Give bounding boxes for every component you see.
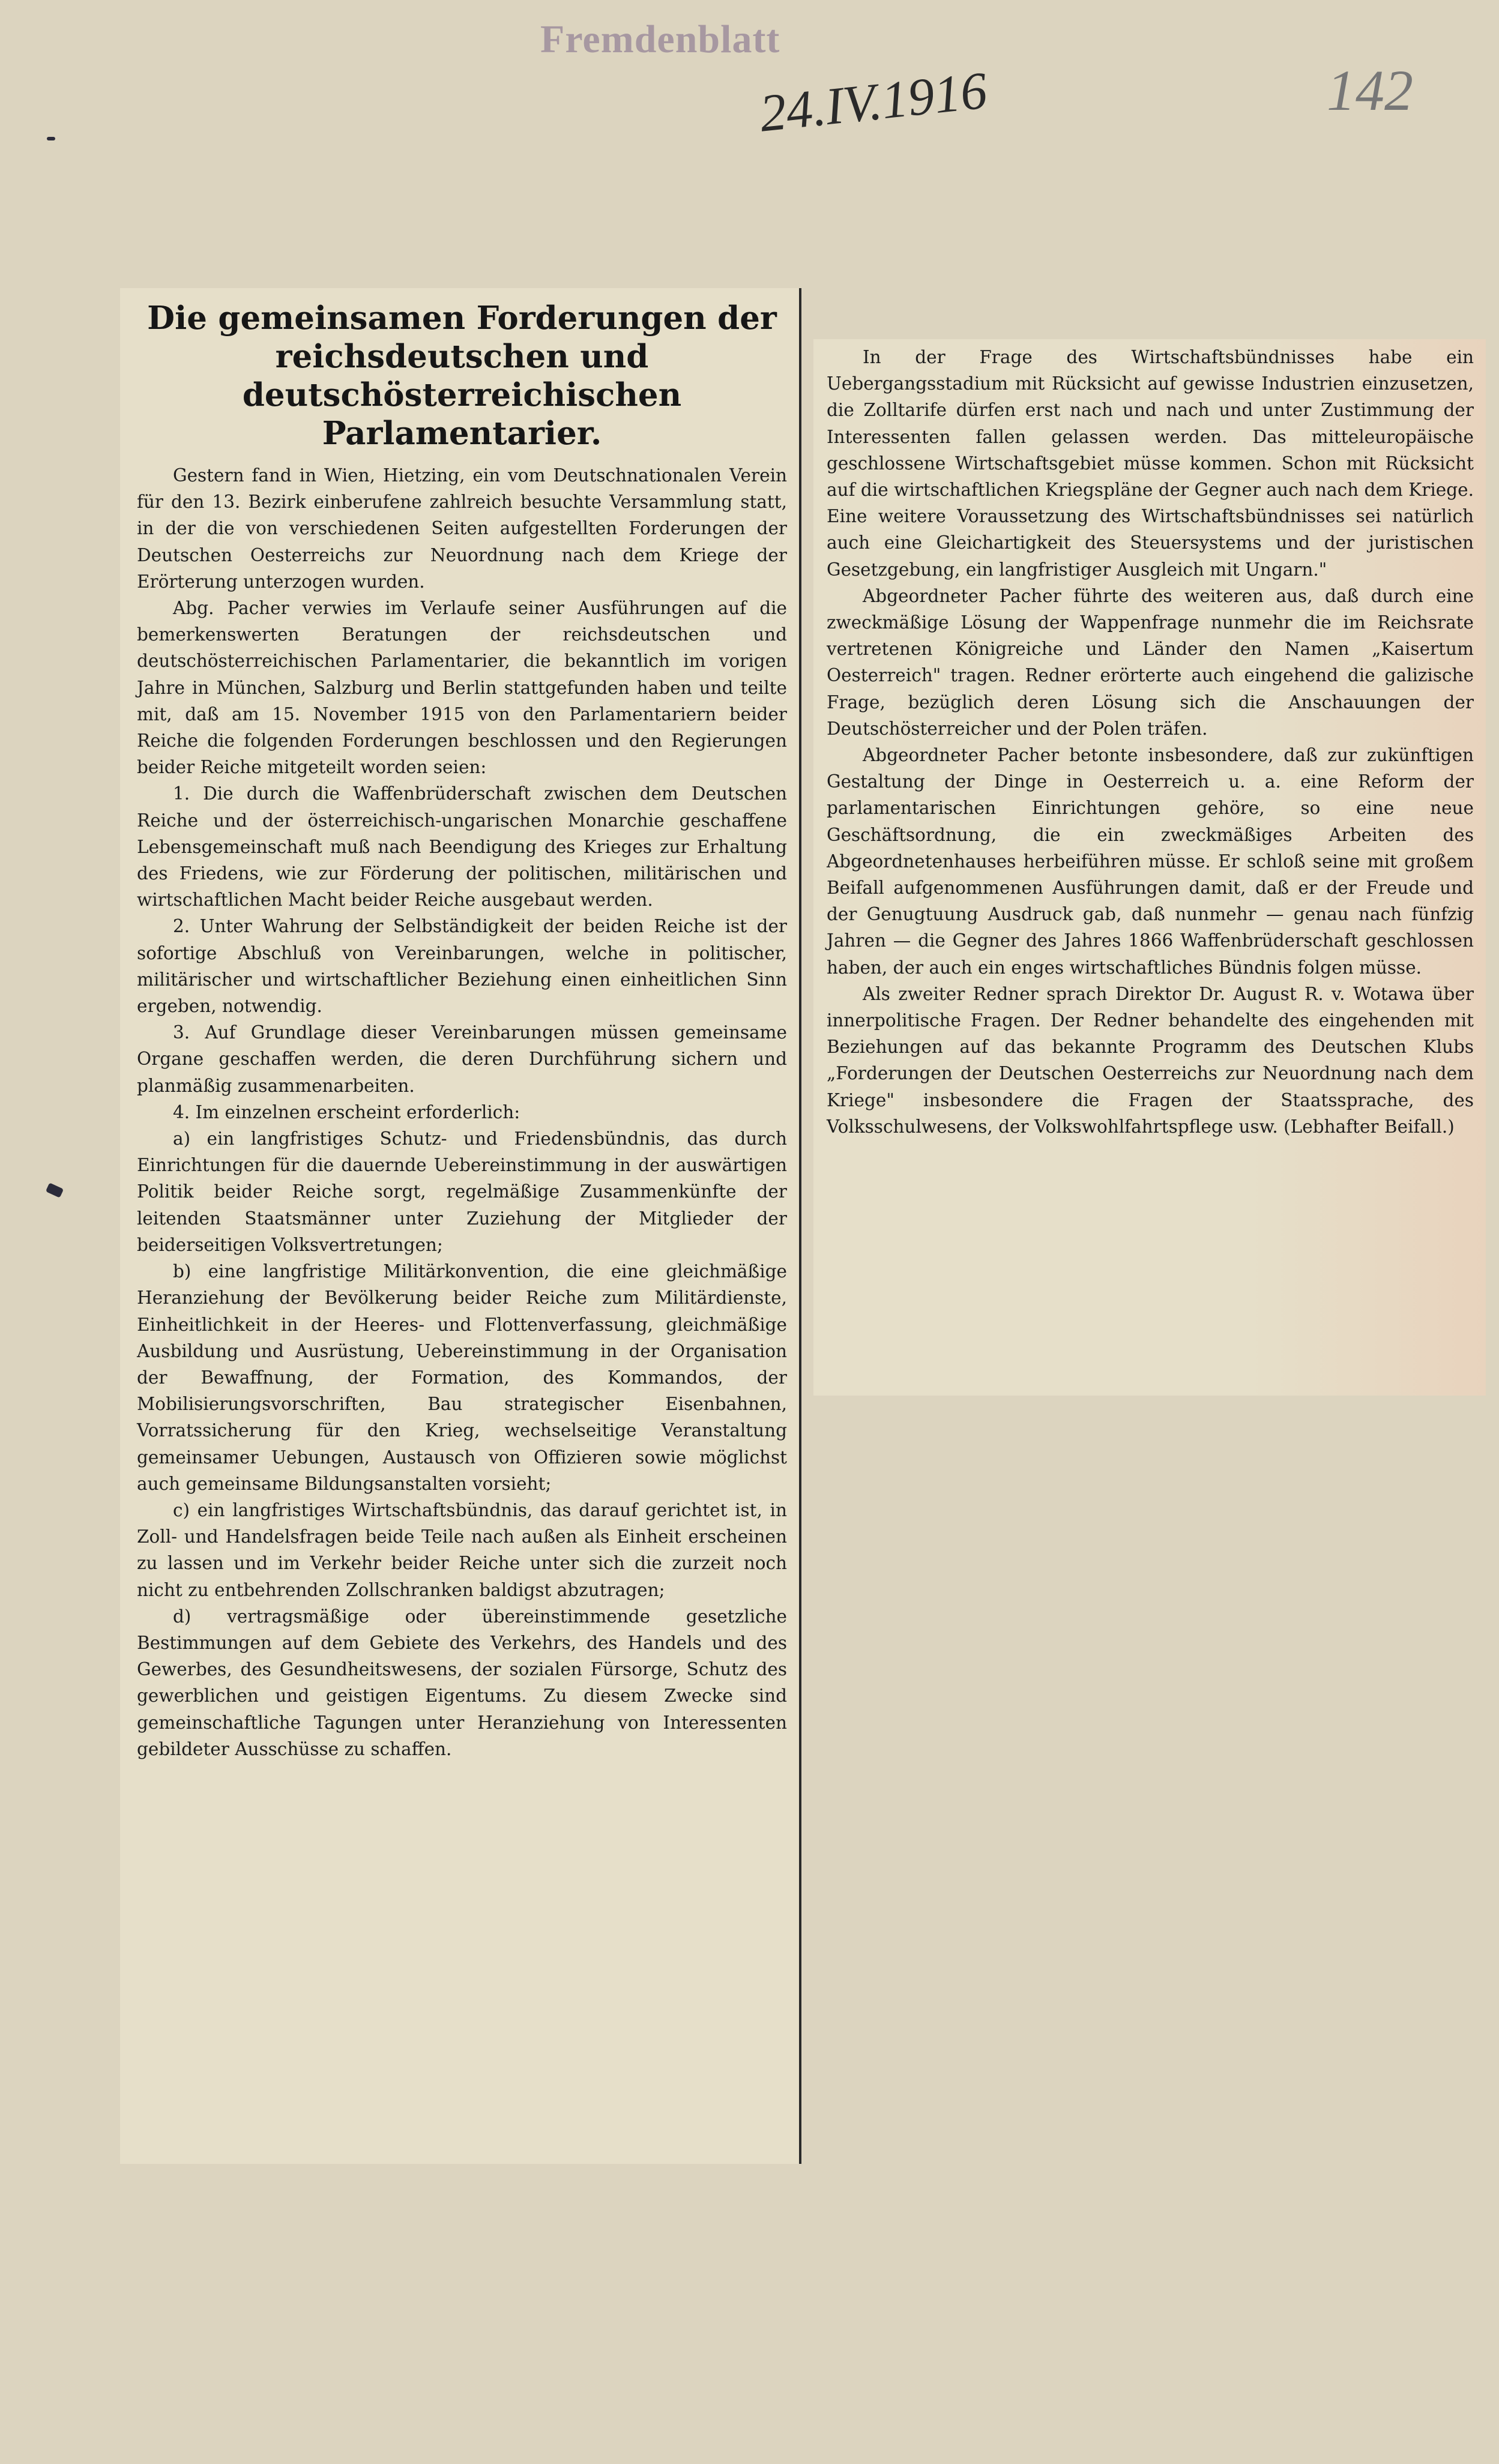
- demand-item: 3. Auf Grundlage dieser Vereinbarungen müssen gemeinsame Organe geschaffen werden, die deren Durchführung sichern und planmäßig zusammenarbeiten.: [137, 1022, 787, 1096]
- article-clipping-column-1: [120, 288, 801, 2164]
- handwritten-date: 24.IV.1916: [756, 61, 990, 143]
- article-paragraph: Abg. Pacher verwies im Verlaufe seiner Ausführungen auf die bemerkenswerten Beratungen der reichsdeutschen und deutschösterreichischen Parlamentarier, die bekanntlich im vorigen Jahre in München, Salzburg und Berlin stattgefunden haben und teilte mit, daß am 15. November 1915 von den Parlamentariern beider Reiche die folgenden Forderungen beschlossen und den Regierungen beider Reiche mitgeteilt worden seien:: [137, 598, 787, 778]
- left-edge-mark-top: [47, 137, 55, 140]
- article-clipping-column-2: [813, 339, 1486, 1396]
- article-paragraph: Abgeordneter Pacher führte des weiteren aus, daß durch eine zweckmäßige Lösung der Wappenfrage nunmehr die im Reichsrate vertretenen Königreiche und Länder den Namen „Kaisertum Oesterreich" tragen. Redner erörterte auch eingehend die galizische Frage, bezüglich deren Lösung sich die Anschauungen der Deutschösterreicher und der Polen träfen.: [827, 585, 1474, 739]
- article-headline: Die gemeinsamen Forderungen der reichsdeutschen und deutschösterreichischen Parlamentarier.: [147, 300, 777, 452]
- folio-number: 142: [1327, 58, 1413, 122]
- demand-subitem: a) ein langfristiges Schutz- und Friedensbündnis, das durch Einrichtungen für die dauernde Uebereinstimmung in der auswärtigen Politik beider Reiche sorgt, regelmäßige Zusammenkünfte der leitenden Staatsmänner unter Zuziehung der Mitglieder der beiderseitigen Volksvertretungen;: [137, 1128, 787, 1255]
- article-paragraph: Abgeordneter Pacher betonte insbesondere, daß zur zukünftigen Gestaltung der Dinge in Oesterreich u. a. eine Reform der parlamentarischen Einrichtungen gehöre, so eine neue Geschäftsordnung, die ein zweckmäßiges Arbeiten des Abgeordnetenhauses herbeiführen müsse. Er schloß seine mit großem Beifall aufgenommenen Ausführungen damit, daß er der Freude und der Genugtuung Ausdruck gab, daß nunmehr — genau nach fünfzig Jahren — die Gegner des Jahres 1866 Waffenbrüderschaft geschlossen haben, der auch ein enges wirtschaftliches Bündnis folgen müsse.: [827, 745, 1474, 978]
- demand-item: 1. Die durch die Waffenbrüderschaft zwischen dem Deutschen Reiche und der österreichisch-ungarischen Monarchie geschaffene Lebensgemeinschaft muß nach Beendigung des Krieges zur Erhaltung des Friedens, wie zur Förderung der politischen, militärischen und wirtschaftlichen Macht beider Reiche ausgebaut werden.: [137, 783, 787, 911]
- demand-subitem: c) ein langfristiges Wirtschaftsbündnis, das darauf gerichtet ist, in Zoll- und Handelsfragen beide Teile nach außen als Einheit erscheinen zu lassen und im Verkehr beider Reiche unter sich die zurzeit noch nicht zu entbehrenden Zollschranken baldigst abzutragen;: [137, 1499, 787, 1600]
- newspaper-stamp: Fremdenblatt: [540, 17, 780, 61]
- demand-subitem: d) vertragsmäßige oder übereinstimmende gesetzliche Bestimmungen auf dem Gebiete des Verkehrs, des Handels und des Gewerbes, des Gesundheitswesens, der sozialen Fürsorge, Schutz des gewerblichen und geistigen Eigentums. Zu diesem Zwecke sind gemeinschaftliche Tagungen unter Heranziehung von Interessenten gebildeter Ausschüsse zu schaffen.: [137, 1606, 787, 1759]
- left-edge-mark-bottom: [46, 1182, 64, 1197]
- article-paragraph: In der Frage des Wirtschaftsbündnisses habe ein Uebergangsstadium mit Rücksicht auf gewisse Industrien einzusetzen, die Zolltarife dürfen erst nach und nach und unter Zustimmung der Interessenten fallen gelassen werden. Das mitteleuropäische geschlossene Wirtschaftsgebiet müsse kommen. Schon mit Rücksicht auf die wirtschaftlichen Kriegspläne der Gegner auch nach dem Kriege. Eine weitere Voraussetzung des Wirtschaftsbündnisses sei natürlich auch eine Gleichartigkeit des Steuersystems und der juristischen Gesetzgebung, ein langfristiger Ausgleich mit Ungarn.": [827, 347, 1474, 580]
- article-paragraph: Als zweiter Redner sprach Direktor Dr. August R. v. Wotawa über innerpolitische Fragen. Der Redner behandelte des eingehenden mit Beziehungen auf das bekannte Programm des Deutschen Klubs „Forderungen der Deutschen Oesterreichs zur Neuordnung nach dem Kriege" insbesondere die Fragen der Staatssprache, des Volksschulwesens, der Volkswohlfahrtspflege usw. (Lebhafter Beifall.): [827, 983, 1474, 1137]
- demand-item: 4. Im einzelnen erscheint erforderlich:: [173, 1101, 520, 1122]
- article-paragraph: Gestern fand in Wien, Hietzing, ein vom Deutschnationalen Verein für den 13. Bezirk einberufene zahlreich besuchte Versammlung statt, in der die von verschiedenen Seiten aufgestellten Forderungen der Deutschen Oesterreichs zur Neuordnung nach dem Kriege der Erörterung unterzogen wurden.: [137, 465, 787, 592]
- demand-subitem: b) eine langfristige Militärkonvention, die eine gleichmäßige Heranziehung der Bevölkerung beider Reiche zum Militärdienste, Einheitlichkeit in der Heeres- und Flottenverfassung, gleichmäßige Ausbildung und Ausrüstung, Uebereinstimmung in der Organisation der Bewaffnung, der Formation, des Kommandos, der Mobilisierungsvorschriften, Bau strategischer Eisenbahnen, Vorratssicherung für den Krieg, wechselseitige Veranstaltung gemeinsamer Uebungen, Austausch von Offizieren sowie möglichst auch gemeinsame Bildungsanstalten vorsieht;: [137, 1261, 787, 1494]
- demand-item: 2. Unter Wahrung der Selbständigkeit der beiden Reiche ist der sofortige Abschluß von Vereinbarungen, welche in politischer, militärischer und wirtschaftlicher Beziehung einen einheitlichen Sinn ergeben, notwendig.: [137, 916, 787, 1017]
